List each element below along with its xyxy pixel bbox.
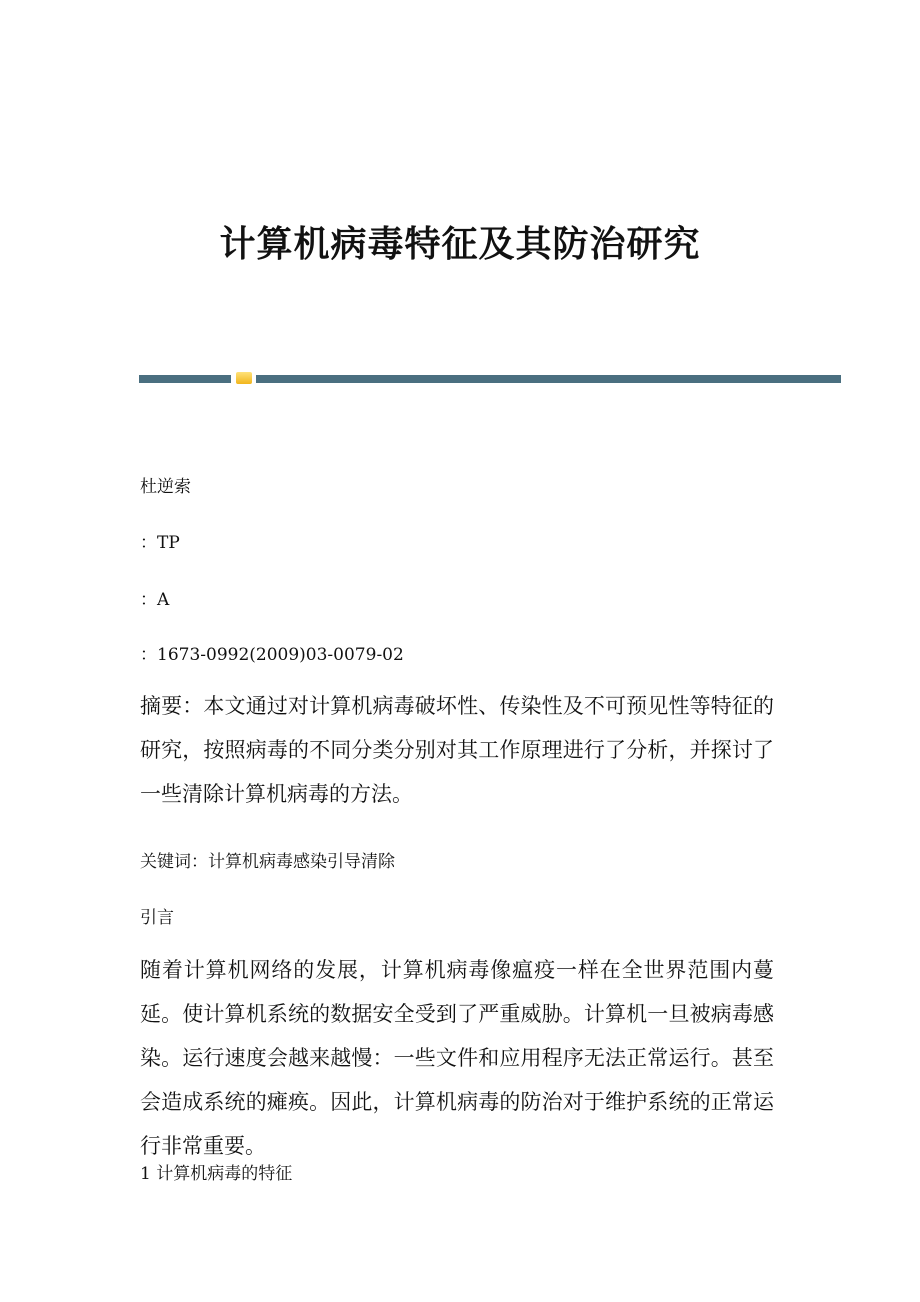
section-1-heading: 1 计算机病毒的特征 xyxy=(140,1164,293,1184)
author: 杜逆索 xyxy=(140,477,191,497)
abstract: 摘要：本文通过对计算机病毒破坏性、传染性及不可预见性等特征的研究，按照病毒的不同分类分别对其工作原理进行了分析，并探讨了一些清除计算机病毒的方法。 xyxy=(140,694,774,806)
article-id: ：1673-0992(2009)03-0079-02 xyxy=(140,645,404,665)
document-code: ：A xyxy=(140,590,170,610)
keywords: 关键词：计算机病毒感染引导清除 xyxy=(140,852,395,872)
intro-heading: 引言 xyxy=(140,908,174,928)
document-title: 计算机病毒特征及其防治研究 xyxy=(219,223,701,265)
intro-paragraph: 随着计算机网络的发展，计算机病毒像瘟疫一样在全世界范围内蔓延。使计算机系统的数据安全受到了严重威胁。计算机一旦被病毒感染。运行速度会越来越慢：一些文件和应用程序无法正常运行。甚至会造成系统的瘫痪。因此，计算机病毒的防治对于维护系统的正常运行非常重要。 xyxy=(140,958,774,1158)
divider-emblem-icon xyxy=(236,372,252,384)
title-divider-right xyxy=(256,375,841,383)
title-divider-left xyxy=(139,375,231,383)
classification-number: ：TP xyxy=(140,533,180,553)
